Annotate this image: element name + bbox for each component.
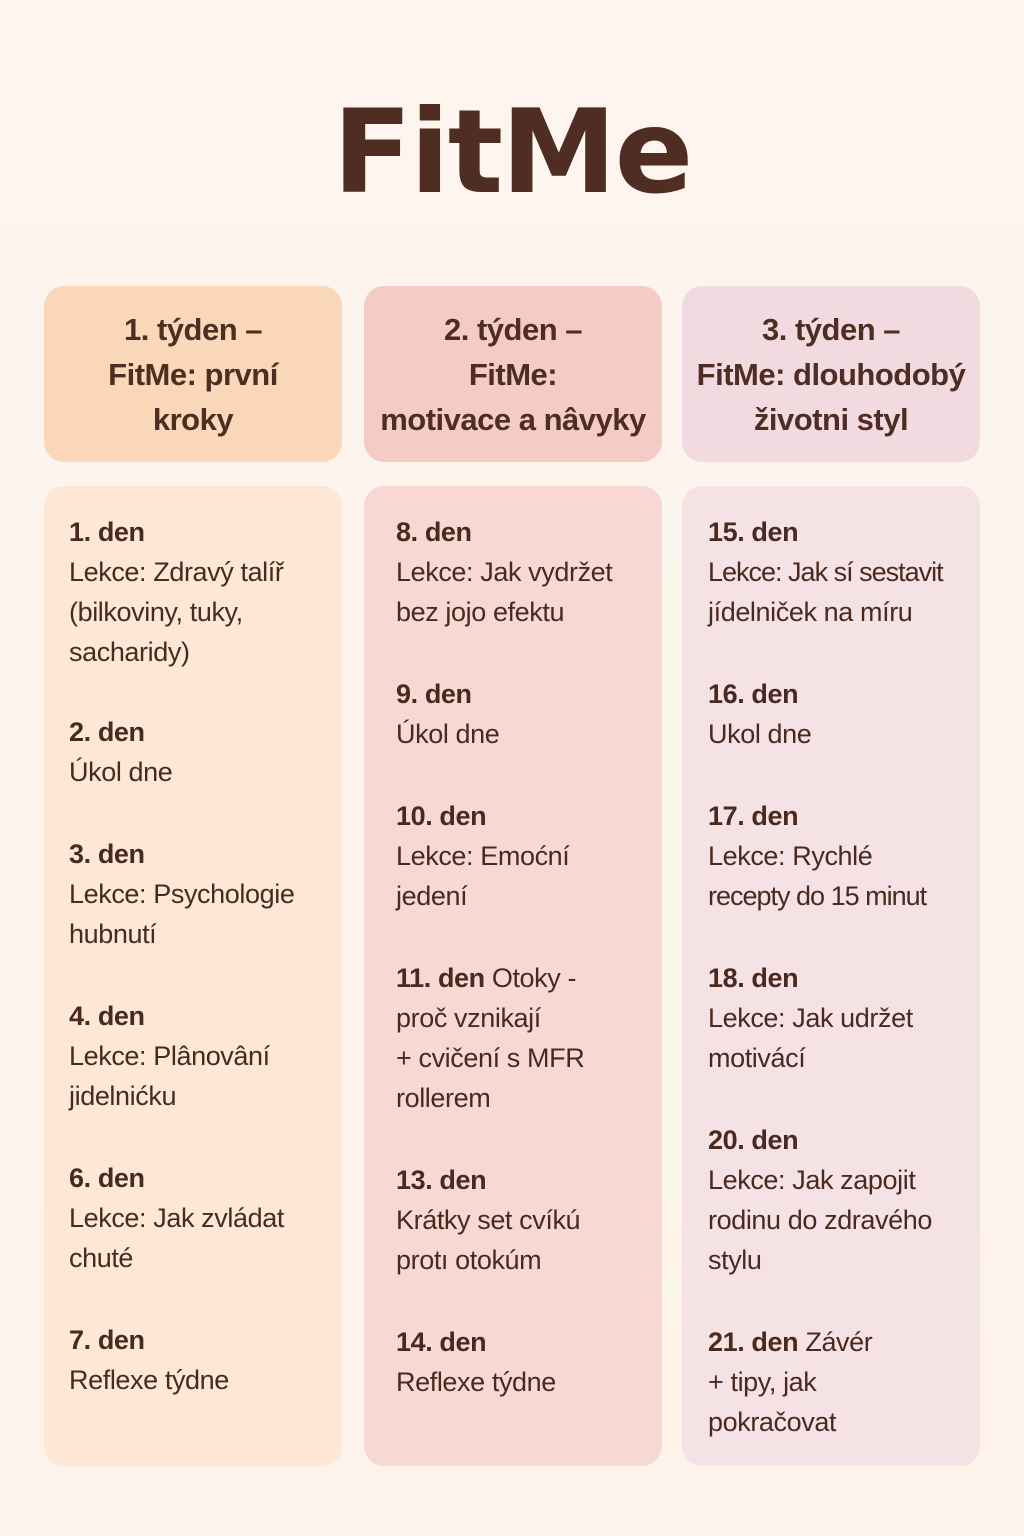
day-label: 2. den [69,717,145,747]
week-2-days [364,486,662,1466]
day-description: stylu [708,1245,762,1275]
day-label: 7. den [69,1325,145,1355]
day-label: 15. den [708,517,799,547]
day-item [708,1120,960,1280]
week-2-title [380,307,646,442]
week-1-days [44,486,342,1466]
day-description: Lekce: Jak zvládat [69,1203,284,1233]
day-label: 16. den [708,679,799,709]
week-1-header [44,286,342,462]
week-3-title-line: FitMe: dlouhodobý [696,356,966,392]
day-description: jidelnićku [69,1081,177,1111]
day-description: jídelniček na míru [708,597,913,627]
day-description: pokračovat [708,1407,837,1437]
week-2-header [364,286,662,462]
day-label: 21. den [708,1327,799,1357]
day-label: 13. den [396,1165,487,1195]
day-label: 14. den [396,1327,487,1357]
day-item [708,1322,960,1442]
day-description: Lekce: Rychlé [708,841,873,871]
day-item [396,1322,642,1402]
day-description: Lekce: Zdravý talíř [69,557,284,587]
day-description: Úkol dne [396,719,500,749]
day-description: Krátky set cvíkú [396,1205,581,1235]
day-label: 9. den [396,679,472,709]
week-2-title-line: 2. týden – [443,311,582,347]
day-item [708,512,960,632]
day-description: sacharidy) [69,637,190,667]
day-description: Lekce: Emoćní [396,841,570,871]
day-description: Závér [798,1327,873,1357]
day-description: protı otokúm [396,1245,542,1275]
day-label: 6. den [69,1163,145,1193]
day-description: Úkol dne [69,757,173,787]
day-item [69,1320,322,1400]
day-label: 8. den [396,517,472,547]
day-item [396,958,642,1118]
day-item [69,1158,322,1278]
day-label: 1. den [69,517,145,547]
day-label: 10. den [396,801,487,831]
day-label: 20. den [708,1125,799,1155]
week-3-title-line: životni styl [753,401,909,437]
day-description: jedení [396,881,468,911]
day-label: 18. den [708,963,799,993]
day-item [69,834,322,954]
day-label: 11. den [396,963,485,993]
day-description: chuté [69,1243,134,1273]
week-1-title-line: kroky [152,401,234,437]
day-label: 3. den [69,839,145,869]
day-description: hubnutí [69,919,157,949]
day-item [69,996,322,1116]
day-description: bez jojo efektu [396,597,565,627]
day-item [708,796,960,916]
day-description: Reflexe týdne [69,1365,229,1395]
week-3-title-line: 3. týden – [762,311,900,347]
day-item [69,512,322,672]
day-item [708,958,960,1078]
week-1-title-line: 1. týden – [123,311,262,347]
week-2-title-line: FitMe: [468,356,558,392]
day-item [396,674,642,754]
day-item [708,674,960,754]
day-description: + cvičení s MFR [396,1043,585,1073]
day-description: rodinu do zdravého [708,1205,932,1235]
day-description: recepty do 15 minut [708,881,927,911]
day-description: Ukol dne [708,719,812,749]
day-description: Reflexe týdne [396,1367,556,1397]
day-description: Lekce: Jak vydržet [396,557,613,587]
week-1-title-line: FitMe: první [108,356,278,392]
week-3-header [682,286,980,462]
day-description: + tipy, jak [708,1367,817,1397]
day-description: rollerem [396,1083,491,1113]
day-item [396,1160,642,1280]
day-item [396,512,642,632]
day-description: Lekce: Jak udržet [708,1003,913,1033]
day-description: Lekce: Plânovâní [69,1041,270,1071]
day-description: motivácí [708,1043,806,1073]
day-label: 17. den [708,801,799,831]
day-item [396,796,642,916]
day-description: proč vznikají [396,1003,541,1033]
day-description: Lekce: Jak zapojit [708,1165,916,1195]
day-description: Lekce: Jak sí sestavit [708,557,943,587]
day-description: Otoky - [484,963,577,993]
week-2-title-line: motivace a nâvyky [380,401,646,437]
day-label: 4. den [69,1001,145,1031]
week-3-days [682,486,980,1466]
day-description: (bilkoviny, tuky, [69,597,243,627]
week-3-title [697,307,966,442]
week-1-title [108,307,278,442]
page-title: FitMe [332,85,692,220]
day-description: Lekce: Psychologie [69,879,295,909]
day-item [69,712,322,792]
